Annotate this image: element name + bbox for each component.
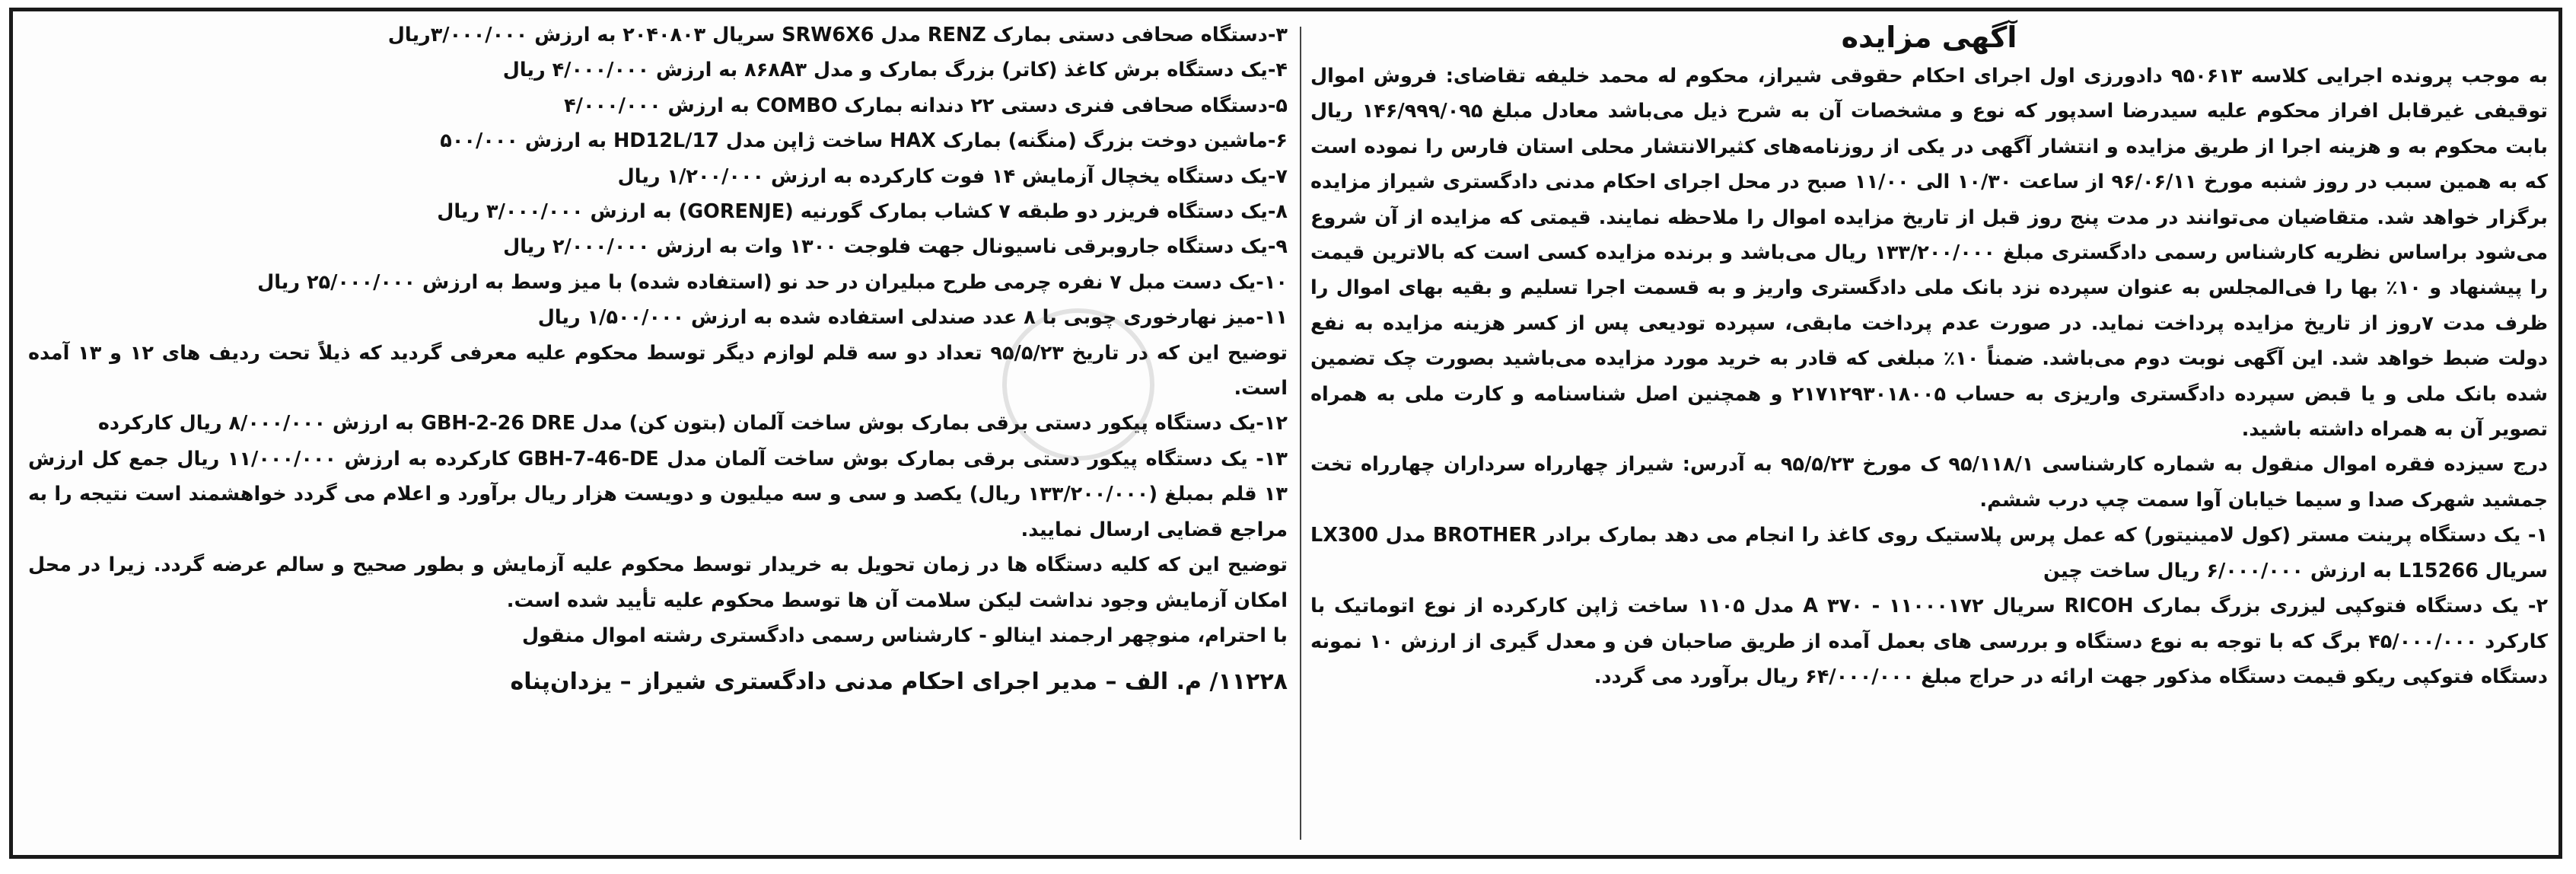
auction-item-7: ۷-یک دستگاه یخچال آزمایش ۱۴ فوت کارکرده به ارزش ۱/۲۰۰/۰۰۰ ریال (617, 164, 1288, 188)
column-divider (1300, 27, 1301, 840)
signature-line: ۱۱۲۲۸/ م. الف – مدیر اجرای احکام مدنی دادگستری شیراز – یزدان‌پناه (510, 668, 1288, 696)
auction-item-8: ۸-یک دستگاه فریزر دو طبقه ۷ کشاب بمارک گورنیه (GORENJE) به ارزش ۳/۰۰۰/۰۰۰ ریال (437, 200, 1288, 224)
auction-item-11: ۱۱-میز نهارخوری چوبی با ۸ عدد صندلی استفاده شده به ارزش ۱/۵۰۰/۰۰۰ ریال (537, 306, 1288, 330)
additional-items-note: توضیح این که در تاریخ ۹۵/۵/۲۳ تعداد دو سه قلم لوازم دیگر توسط محکوم علیه معرفی گردید که ذیلاً تحت ردیف های ۱۲ و ۱۳ آمده است. (28, 341, 1288, 400)
auction-item-9: ۹-یک دستگاه جاروبرقی ناسیونال جهت فلوجت ۱۳۰۰ وات به ارزش ۲/۰۰۰/۰۰۰ ریال (503, 235, 1288, 259)
auction-item-5: ۵-دستگاه صحافی فنری دستی ۲۲ دندانه بمارک COMBO به ارزش ۴/۰۰۰/۰۰۰ (564, 94, 1288, 117)
auction-item-6: ۶-ماشین دوخت بزرگ (منگنه) بمارک HAX ساخت ژاپن مدل HD12L/17 به ارزش ۵۰۰/۰۰۰ (440, 129, 1288, 153)
auction-item-12: ۱۲-یک دستگاه پیکور دستی برقی بمارک بوش ساخت آلمان (بتون کن) مدل GBH-2-26 DRE به ارزش ۸/۰۰۰/۰۰۰ ریال کارکرده (97, 412, 1288, 435)
auction-notice (9, 8, 2562, 859)
auction-item-10: ۱۰-یک دست مبل ۷ نفره چرمی طرح مبلیران در حد نو (استفاده شده) با میز وسط به ارزش ۲۵/۰۰۰/۰۰۰ ریال (257, 270, 1288, 294)
notice-title: آگهی مزایده (1841, 21, 2017, 54)
notice-paragraph-terms: به موجب پرونده اجرایی کلاسه ۹۵۰۶۱۳ دادورزی اول اجرای احکام حقوقی شیراز، محکوم له محمد خلیفه تقاضای: فروش اموال توقیفی غیرقابل افراز محکوم علیه سیدرضا اسدپور که نوع و مشخصات آن به شرح ذیل می‌باشد معادل مبلغ ۱۴۶/۹۹۹/۰۹۵ ریال بابت محکوم به و هزینه اجرا از طریق مزایده و انتشار آگهی در یکی از روزنامه‌های کثیرالانتشار محلی استان فارس را نموده است که به همین سبب در روز شنبه مورخ ۹۶/۰۶/۱۱ از ساعت ۱۰/۳۰ الی ۱۱/۰۰ صبح در محل اجرای احکام مدنی دادگستری شیراز مزایده برگزار خواهد شد. متقاضیان می‌توانند در مدت پنج روز قبل از تاریخ مزایده اموال را ملاحظه نمایند. قیمتی که مزایده از آن شروع می‌شود براساس نظریه کارشناس رسمی دادگستری مبلغ ۱۳۳/۲۰۰/۰۰۰ ریال می‌باشد و برنده مزایده کسی است که بالاترین قیمت را پیشنهاد و ۱۰٪ بها را فی‌المجلس به عنوان سپرده نزد بانک ملی دادگستری واریز و به قسمت اجرا تسلیم و بقیه بهای اموال را ظرف مدت ۷روز از تاریخ مزایده پرداخت نماید. در صورت عدم پرداخت مابقی، سپرده تودیعی پس از کسر هزینه مزایده به نفع دولت ضبط خواهد شد. این آگهی نوبت دوم می‌باشد. ضمناً ۱۰٪ مبلغی که قادر به خرید مورد مزایده می‌باشید بصورت چک تضمین شده بانک ملی و یا قبض سپرده دادگستری واریزی به حساب ۲۱۷۱۲۹۳۰۱۸۰۰۵ و همچنین اصل شناسنامه و کارت ملی به همراه تصویر آن به همراه داشته باشید. (1310, 65, 2548, 442)
auction-item-4: ۴-یک دستگاه برش کاغذ (کاتر) بزرگ بمارک و مدل ۸۶۸A۳ به ارزش ۴/۰۰۰/۰۰۰ ریال (502, 59, 1288, 82)
notice-right-column (1310, 18, 2548, 849)
auction-item-1: ۱- یک دستگاه پرینت مستر (کول لامینیتور) که عمل پرس پلاستیک روی کاغذ را انجام می دهد بمارک برادر BROTHER مدل LX300 سریال L15266 به ارزش ۶/۰۰۰/۰۰۰ ریال ساخت چین (1310, 524, 2548, 582)
notice-left-column (28, 18, 1288, 849)
auction-item-2: ۲- یک دستگاه فتوکپی لیزری بزرگ بمارک RICOH سریال ۱۱۰۰۰۱۷۲ - ۳۷۰ A مدل ۱۱۰۵ ساخت ژاپن کارکرده از نوع اتوماتیک با کارکرد ۴۵/۰۰۰/۰۰۰ برگ که با توجه به نوع دستگاه و بررسی های بعمل آمده از طریق صاحبان فن و معدل گیری از ارزش ۱۰ نمونه دستگاه فتوکپی ریکو قیمت دستگاه مذکور جهت ارائه در حراج مبلغ ۶۴/۰۰۰/۰۰۰ ریال برآورد می گردد. (1310, 595, 2548, 688)
auction-item-13-total: ۱۳- یک دستگاه پیکور دستی برقی بمارک بوش ساخت آلمان مدل GBH-7-46-DE کارکرده به ارزش ۱۱/۰۰۰/۰۰۰ ریال جمع کل ارزش ۱۳ قلم بمبلغ (۱۳۳/۲۰۰/۰۰۰ ریال) یکصد و سی و سه میلیون و دویست هزار ریال برآورد و اعلام می گردد خواهشمند است نتیجه را به مراجع قضایی ارسال نمایید. (28, 447, 1288, 541)
notice-paragraph-address: درج سیزده فقره اموال منقول به شماره کارشناسی ۹۵/۱۱۸/۱ ک مورخ ۹۵/۵/۲۳ به آدرس: شیراز چهارراه سرداران چهارراه تخت جمشید شهرک صدا و سیما خیابان آوا سمت چپ درب ششم. (1310, 453, 2548, 512)
delivery-note: توضیح این که کلیه دستگاه ها در زمان تحویل به خریدار توسط محکوم علیه آزمایش و بطور صحیح و سالم عرضه گردد. زیرا در محل امکان آزمایش وجود نداشت لیکن سلامت آن ها توسط محکوم علیه تأیید شده است. (28, 553, 1288, 612)
expert-regards: با احترام، منوچهر ارجمند اینالو - کارشناس رسمی دادگستری رشته اموال منقول (521, 624, 1288, 647)
auction-item-3: ۳-دستگاه صحافی دستی بمارک RENZ مدل SRW6X6 سریال ۲۰۴۰۸۰۳ به ارزش ۳/۰۰۰/۰۰۰ریال (387, 24, 1288, 46)
